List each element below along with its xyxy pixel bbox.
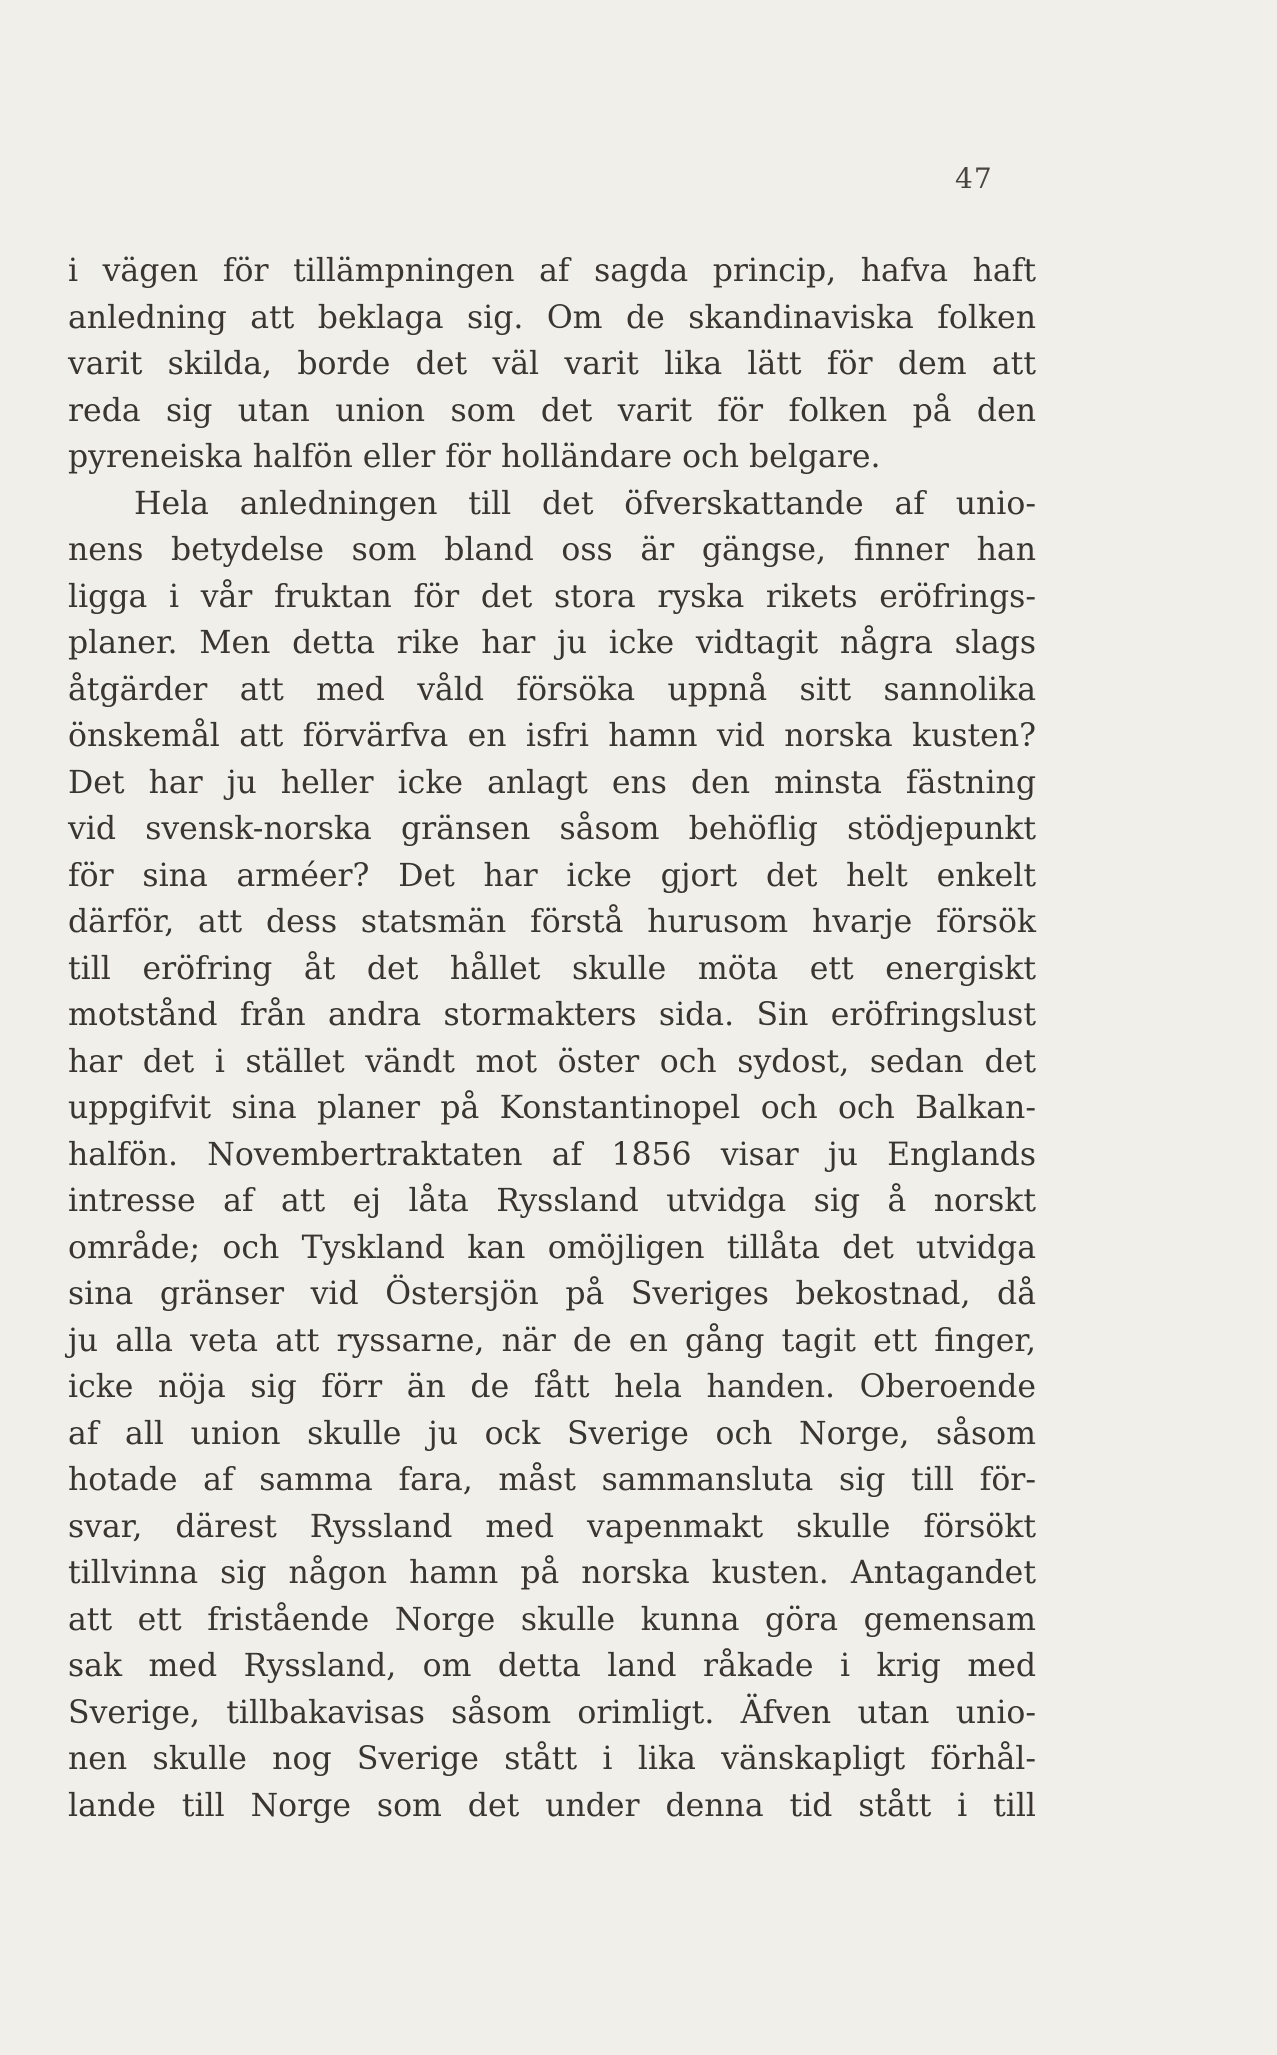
text-line: har det i stället vändt mot öster och sydost, sedan det — [68, 1043, 1036, 1080]
text-line: Det har ju heller icke anlagt ens den minsta fästning — [68, 764, 1036, 801]
text-line: anledning att beklaga sig. Om de skandinaviska folken — [68, 299, 1036, 336]
text-line: planer. Men detta rike har ju icke vidtagit några slags — [68, 625, 1036, 661]
text-line: reda sig utan union som det varit för folken på den — [68, 392, 1036, 429]
text-line: uppgifvit sina planer på Konstantinopel och och Balkan- — [68, 1090, 1036, 1126]
text-line: svar, därest Ryssland med vapenmakt skulle försökt — [68, 1508, 1036, 1545]
text-line: motstånd från andra stormakters sida. Sin eröfringslust — [68, 997, 1036, 1033]
text-line: ju alla veta att ryssarne, när de en gång tagit ett finger, — [68, 1322, 1036, 1359]
page-number: 47 — [955, 162, 993, 195]
text-line: nen skulle nog Sverige stått i lika vänskapligt förhål- — [68, 1741, 1036, 1777]
text-line: att ett fristående Norge skulle kunna göra gemensam — [68, 1601, 1036, 1638]
text-line: varit skilda, borde det väl varit lika lätt för dem att — [68, 346, 1036, 382]
text-line: åtgärder att med våld försöka uppnå sitt sannolika — [68, 671, 1036, 708]
text-line: af all union skulle ju ock Sverige och Norge, såsom — [68, 1415, 1036, 1452]
text-line: pyreneiska halfön eller för holländare och belgare. — [68, 439, 881, 475]
text-line: Sverige, tillbakavisas såsom orimligt. Äfven utan unio- — [68, 1694, 1036, 1731]
text-line: lande till Norge som det under denna tid stått i till — [68, 1787, 1036, 1824]
text-line: område; och Tyskland kan omöjligen tillåta det utvidga — [68, 1229, 1036, 1266]
text-line: för sina arméer? Det har icke gjort det helt enkelt — [68, 857, 1036, 894]
body-text — [68, 248, 1036, 1829]
text-line: önskemål att förvärfva en isfri hamn vid norska kusten? — [68, 718, 1036, 754]
text-line: i vägen för tillämpningen af sagda princip, hafva haft — [68, 253, 1036, 289]
text-line: ligga i vår fruktan för det stora ryska rikets eröfrings- — [68, 578, 1036, 615]
text-line: därför, att dess statsmän förstå hurusom hvarje försök — [68, 904, 1036, 940]
paragraph-start-line: Hela anledningen till det öfverskattande af unio- — [134, 485, 1036, 522]
text-line: halfön. Novembertraktaten af 1856 visar ju Englands — [68, 1136, 1036, 1173]
text-line: sak med Ryssland, om detta land råkade i krig med — [68, 1648, 1036, 1684]
text-line: icke nöja sig förr än de fått hela handen. Oberoende — [68, 1369, 1036, 1405]
text-line: nens betydelse som bland oss är gängse, finner han — [68, 532, 1036, 568]
text-line: hotade af samma fara, måst sammansluta sig till för- — [68, 1462, 1036, 1498]
text-line: intresse af att ej låta Ryssland utvidga sig å norskt — [68, 1183, 1036, 1219]
text-line: till eröfring åt det hållet skulle möta ett energiskt — [68, 950, 1036, 987]
text-line: tillvinna sig någon hamn på norska kusten. Antagandet — [68, 1555, 1036, 1591]
text-line: vid svensk-norska gränsen såsom behöflig stödjepunkt — [68, 811, 1036, 847]
text-line: sina gränser vid Östersjön på Sveriges bekostnad, då — [68, 1276, 1036, 1312]
